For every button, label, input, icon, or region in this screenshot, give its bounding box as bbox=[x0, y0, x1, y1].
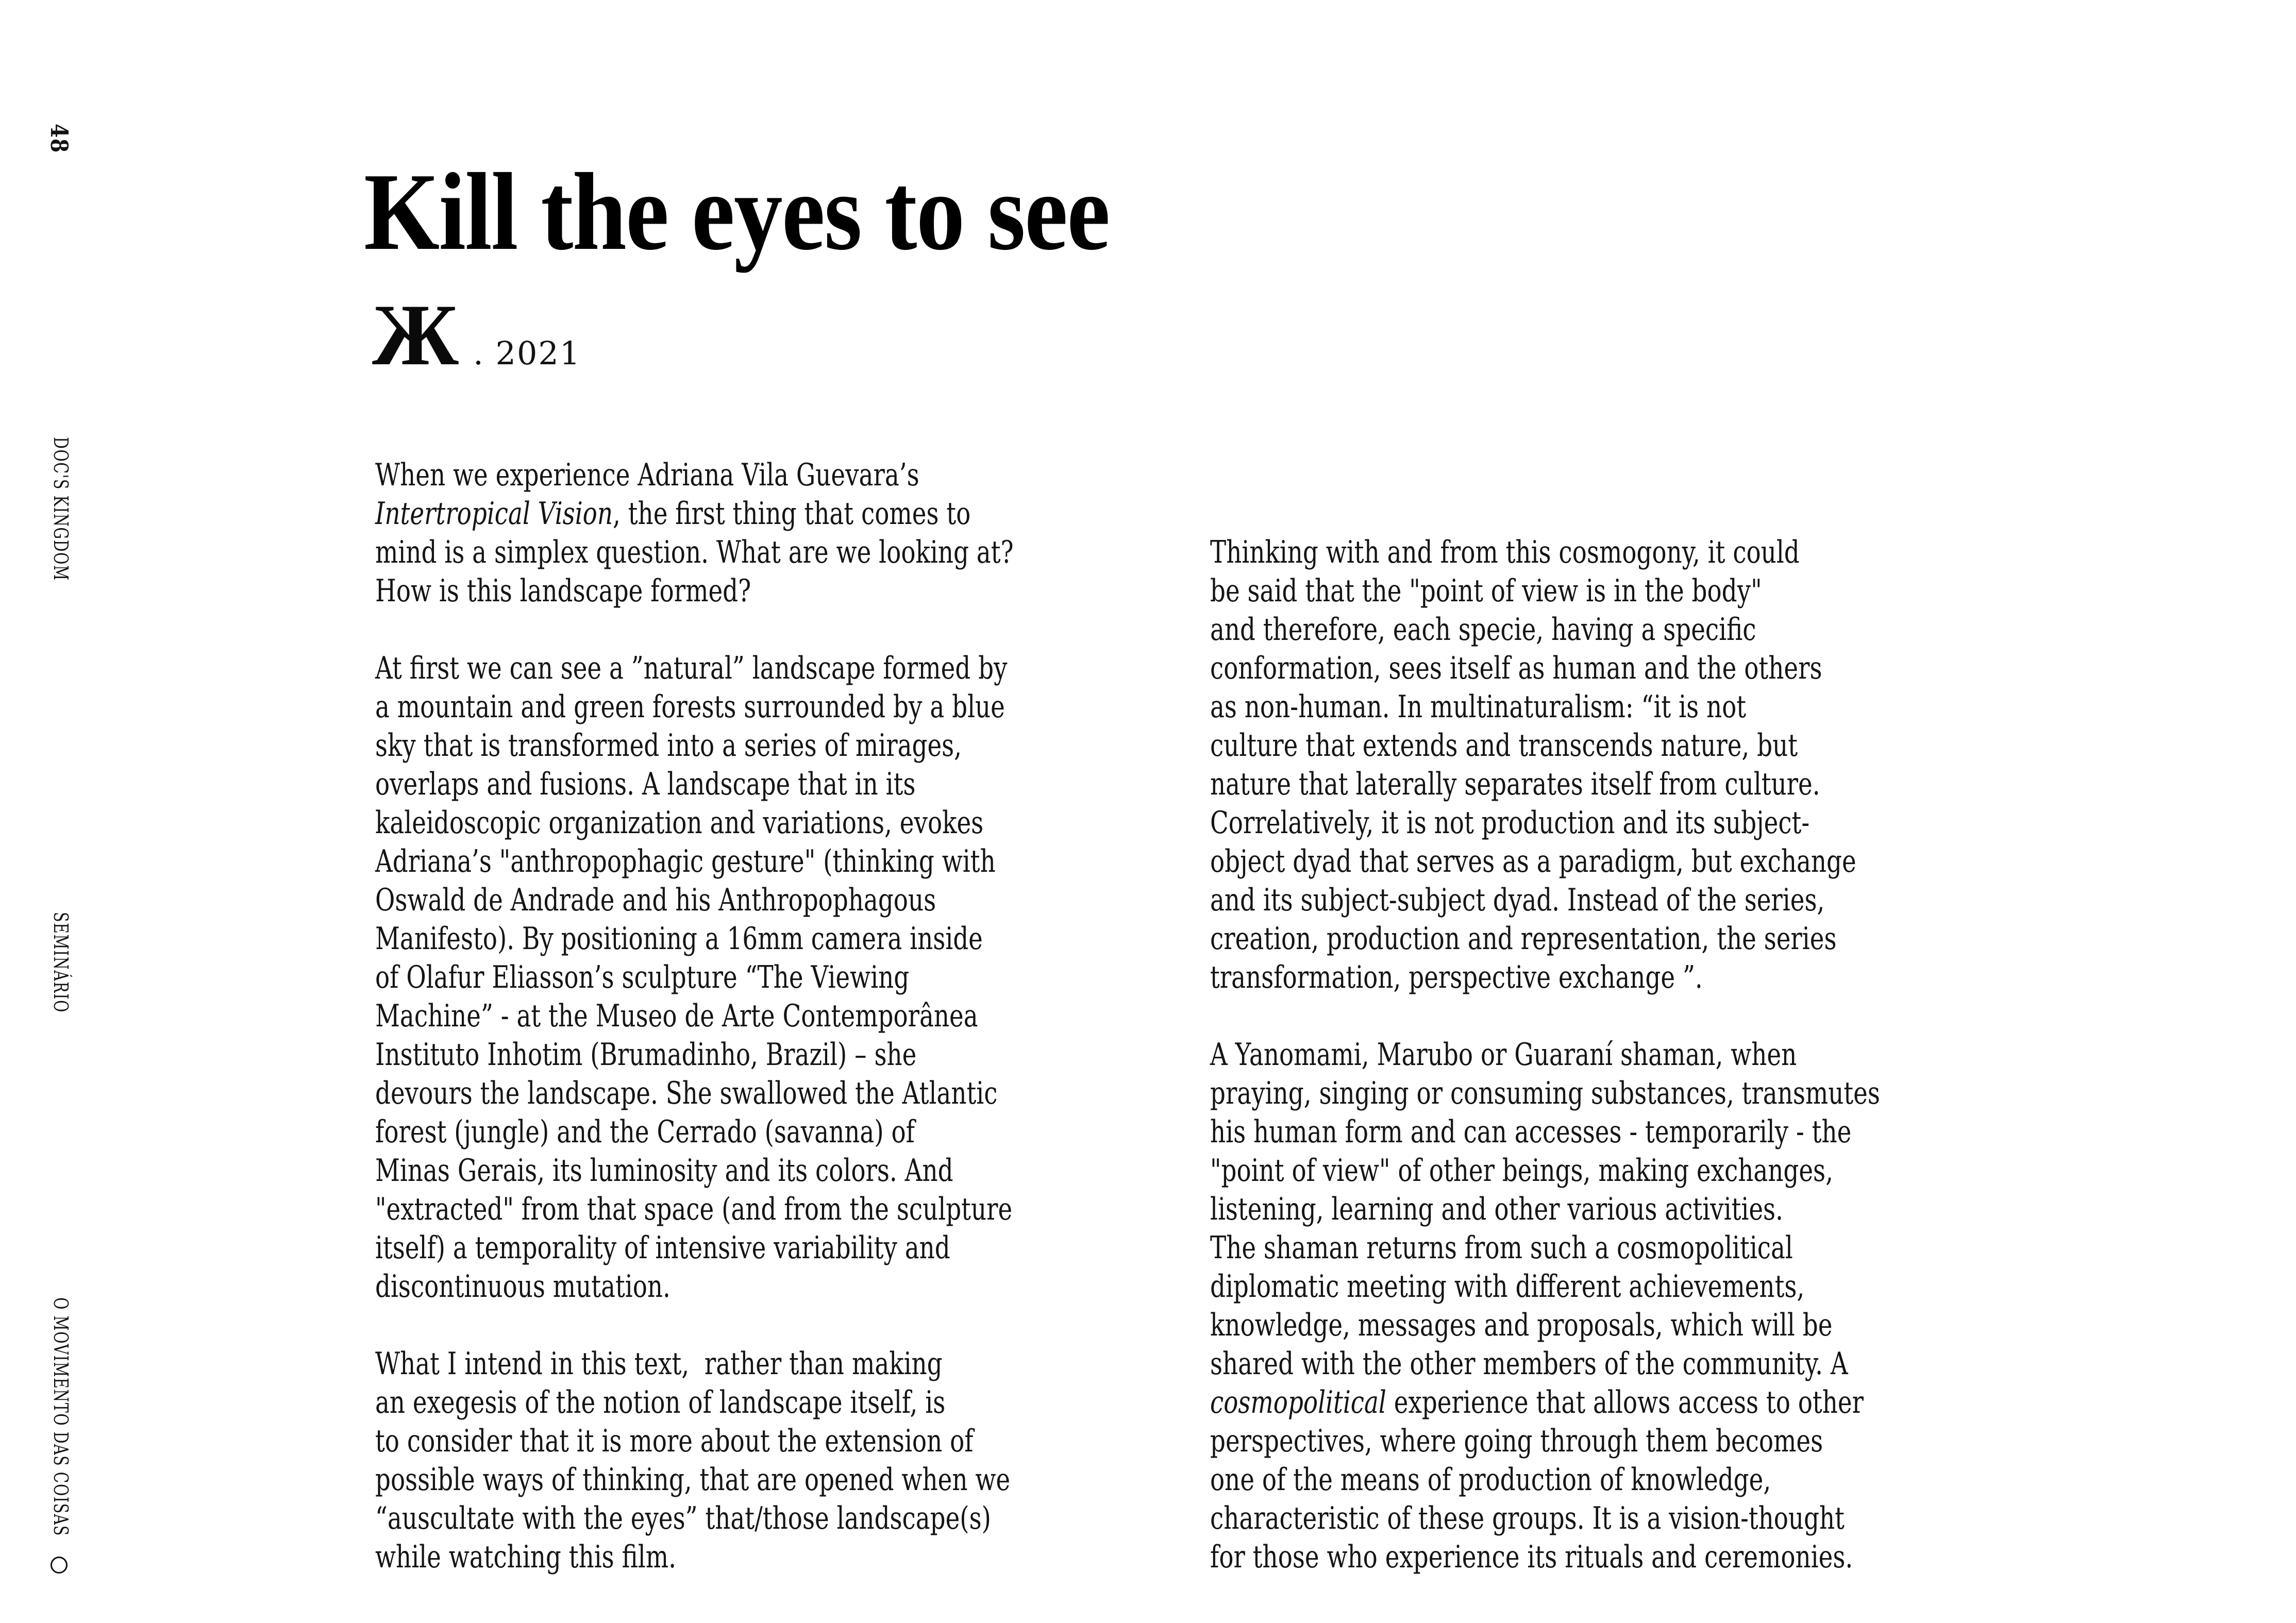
text-line bbox=[1210, 1074, 1916, 1113]
text-segment: of Olafur Eliasson’s sculpture “The Viewing bbox=[375, 959, 910, 995]
text-segment: itself) a temporality of intensive variability and bbox=[375, 1230, 950, 1266]
text-segment: mind is a simplex question. What are we looking at? bbox=[375, 534, 1014, 570]
text-segment: and its subject-subject dyad. Instead of the series, bbox=[1210, 882, 1825, 918]
text-line bbox=[1210, 649, 1916, 688]
text-segment: When we experience Adriana Vila Guevara’s bbox=[375, 457, 919, 493]
text-line bbox=[375, 765, 1081, 804]
circle-o-mark bbox=[51, 1557, 68, 1574]
text-segment: devours the landscape. She swallowed the Atlantic bbox=[375, 1075, 998, 1111]
text-line bbox=[375, 495, 1081, 533]
text-line bbox=[375, 1229, 1081, 1267]
text-line bbox=[1210, 920, 1916, 958]
text-line bbox=[375, 1267, 1081, 1306]
text-segment: his human form and can accesses - temporarily - the bbox=[1210, 1114, 1852, 1150]
text-line bbox=[375, 1461, 1081, 1499]
text-segment: , the first thing that comes to bbox=[612, 496, 971, 532]
text-line bbox=[1210, 1190, 1916, 1229]
sidebar-label-seminario: SEMINÁRIO bbox=[49, 912, 72, 1013]
text-segment: one of the means of production of knowledge, bbox=[1210, 1462, 1771, 1498]
text-line bbox=[1210, 804, 1916, 842]
text-line bbox=[1210, 765, 1916, 804]
text-line bbox=[1210, 881, 1916, 920]
text-segment: “auscultate with the eyes” that/those landscape(s) bbox=[375, 1500, 991, 1536]
text-segment: overlaps and fusions. A landscape that in its bbox=[375, 766, 916, 802]
text-segment: A Yanomami, Marubo or Guaraní shaman, when bbox=[1210, 1037, 1797, 1073]
text-line bbox=[1210, 726, 1916, 765]
text-line bbox=[375, 572, 1081, 611]
text-line bbox=[375, 1499, 1081, 1538]
text-segment: listening, learning and other various activities. bbox=[1210, 1191, 1783, 1227]
article-date: . 2021 bbox=[473, 334, 581, 372]
text-segment: transformation, perspective exchange ”. bbox=[1210, 959, 1703, 995]
text-line bbox=[375, 804, 1081, 842]
text-segment: sky that is transformed into a series of mirages, bbox=[375, 728, 962, 764]
text-segment: What I intend in this text, rather than making bbox=[375, 1346, 943, 1382]
text-segment: object dyad that serves as a paradigm, but exchange bbox=[1210, 843, 1856, 880]
text-segment: praying, singing or consuming substances, transmutes bbox=[1210, 1075, 1880, 1111]
text-segment: At first we can see a ”natural” landscape formed by bbox=[375, 650, 1008, 686]
text-segment: Manifesto). By positioning a 16mm camera inside bbox=[375, 921, 983, 957]
text-segment: Thinking with and from this cosmogony, it could bbox=[1210, 534, 1800, 570]
page-number: 48 bbox=[45, 124, 73, 154]
text-line bbox=[1210, 1113, 1916, 1152]
text-segment: "extracted" from that space (and from the sculpture bbox=[375, 1191, 1013, 1227]
paragraph bbox=[375, 1345, 1081, 1577]
paragraph bbox=[1210, 1036, 1916, 1577]
text-line bbox=[375, 1345, 1081, 1383]
text-segment: to consider that it is more about the extension of bbox=[375, 1423, 974, 1459]
italic-text: Intertropical Vision bbox=[375, 496, 613, 532]
text-segment: experience that allows access to other bbox=[1386, 1384, 1864, 1421]
text-segment: culture that extends and transcends nature, but bbox=[1210, 728, 1798, 764]
text-line bbox=[1210, 1461, 1916, 1499]
text-line bbox=[375, 920, 1081, 958]
text-segment: perspectives, where going through them becomes bbox=[1210, 1423, 1823, 1459]
text-line bbox=[1210, 572, 1916, 611]
text-line bbox=[1210, 1383, 1916, 1422]
text-line bbox=[375, 1190, 1081, 1229]
text-segment: The shaman returns from such a cosmopolitical bbox=[1210, 1230, 1793, 1266]
text-line bbox=[375, 1383, 1081, 1422]
paragraph bbox=[375, 649, 1081, 1306]
text-line bbox=[1210, 1422, 1916, 1461]
text-segment: conformation, sees itself as human and the others bbox=[1210, 650, 1822, 686]
byline bbox=[372, 286, 581, 383]
text-line bbox=[1210, 1152, 1916, 1190]
text-line bbox=[375, 1538, 1081, 1577]
text-segment: while watching this film. bbox=[375, 1539, 677, 1575]
text-segment: Machine” - at the Museo de Arte Contemporânea bbox=[375, 998, 978, 1034]
text-segment: Correlatively, it is not production and its subject- bbox=[1210, 805, 1810, 841]
text-line bbox=[375, 1422, 1081, 1461]
text-line bbox=[375, 1074, 1081, 1113]
right-column bbox=[1210, 533, 1916, 1615]
text-line bbox=[1210, 1538, 1916, 1577]
text-line bbox=[375, 533, 1081, 572]
text-line bbox=[1210, 611, 1916, 649]
text-segment: and therefore, each specie, having a specific bbox=[1210, 612, 1756, 648]
text-segment: Oswald de Andrade and his Anthropophagous bbox=[375, 882, 936, 918]
paragraph bbox=[1210, 533, 1916, 997]
text-line bbox=[375, 726, 1081, 765]
text-line bbox=[1210, 1267, 1916, 1306]
text-segment: nature that laterally separates itself from culture. bbox=[1210, 766, 1820, 802]
text-segment: as non-human. In multinaturalism: “it is not bbox=[1210, 689, 1747, 725]
author-symbol-zhe: Ж bbox=[372, 286, 459, 383]
text-line bbox=[1210, 1229, 1916, 1267]
text-segment: "point of view" of other beings, making exchanges, bbox=[1210, 1153, 1833, 1189]
text-segment: forest (jungle) and the Cerrado (savanna) of bbox=[375, 1114, 915, 1150]
text-line bbox=[1210, 842, 1916, 881]
text-segment: How is this landscape formed? bbox=[375, 573, 751, 609]
text-line bbox=[375, 649, 1081, 688]
text-segment: characteristic of these groups. It is a vision-thought bbox=[1210, 1500, 1845, 1536]
text-segment: be said that the "point of view is in the body" bbox=[1210, 573, 1762, 609]
text-line bbox=[1210, 1499, 1916, 1538]
text-segment: a mountain and green forests surrounded by a blue bbox=[375, 689, 1005, 725]
text-segment: Minas Gerais, its luminosity and its colors. And bbox=[375, 1153, 953, 1189]
text-line bbox=[1210, 1345, 1916, 1383]
text-line bbox=[375, 1113, 1081, 1152]
text-segment: possible ways of thinking, that are opened when we bbox=[375, 1462, 1011, 1498]
text-segment: discontinuous mutation. bbox=[375, 1269, 671, 1305]
text-line bbox=[1210, 1036, 1916, 1074]
text-segment: diplomatic meeting with different achievements, bbox=[1210, 1269, 1805, 1305]
text-line bbox=[375, 1036, 1081, 1074]
text-segment: Adriana’s "anthropophagic gesture" (thinking with bbox=[375, 843, 996, 880]
text-line bbox=[375, 1152, 1081, 1190]
text-segment: knowledge, messages and proposals, which will be bbox=[1210, 1307, 1833, 1343]
text-line bbox=[1210, 958, 1916, 997]
paragraph bbox=[375, 456, 1081, 611]
sidebar-label-docs-kingdom: DOC'S KINGDOM bbox=[49, 437, 72, 581]
text-segment: kaleidoscopic organization and variations, evokes bbox=[375, 805, 984, 841]
text-line bbox=[1210, 1306, 1916, 1345]
article-title: Kill the eyes to see bbox=[364, 150, 1110, 273]
text-line bbox=[375, 958, 1081, 997]
text-segment: shared with the other members of the community. A bbox=[1210, 1346, 1848, 1382]
text-segment: Instituto Inhotim (Brumadinho, Brazil) – she bbox=[375, 1037, 917, 1073]
italic-text: cosmopolitical bbox=[1210, 1384, 1386, 1421]
text-line bbox=[375, 881, 1081, 920]
text-segment: for those who experience its rituals and ceremonies. bbox=[1210, 1539, 1853, 1575]
text-line bbox=[375, 842, 1081, 881]
text-segment: an exegesis of the notion of landscape itself, is bbox=[375, 1384, 946, 1421]
text-segment: creation, production and representation, the series bbox=[1210, 921, 1837, 957]
text-line bbox=[375, 997, 1081, 1036]
text-line bbox=[1210, 688, 1916, 726]
left-column bbox=[375, 456, 1081, 1615]
text-line bbox=[375, 688, 1081, 726]
sidebar-label-o-movimento-das-coisas: O MOVIMENTO DAS COISAS bbox=[49, 1297, 72, 1536]
text-line bbox=[1210, 533, 1916, 572]
text-line bbox=[375, 456, 1081, 495]
